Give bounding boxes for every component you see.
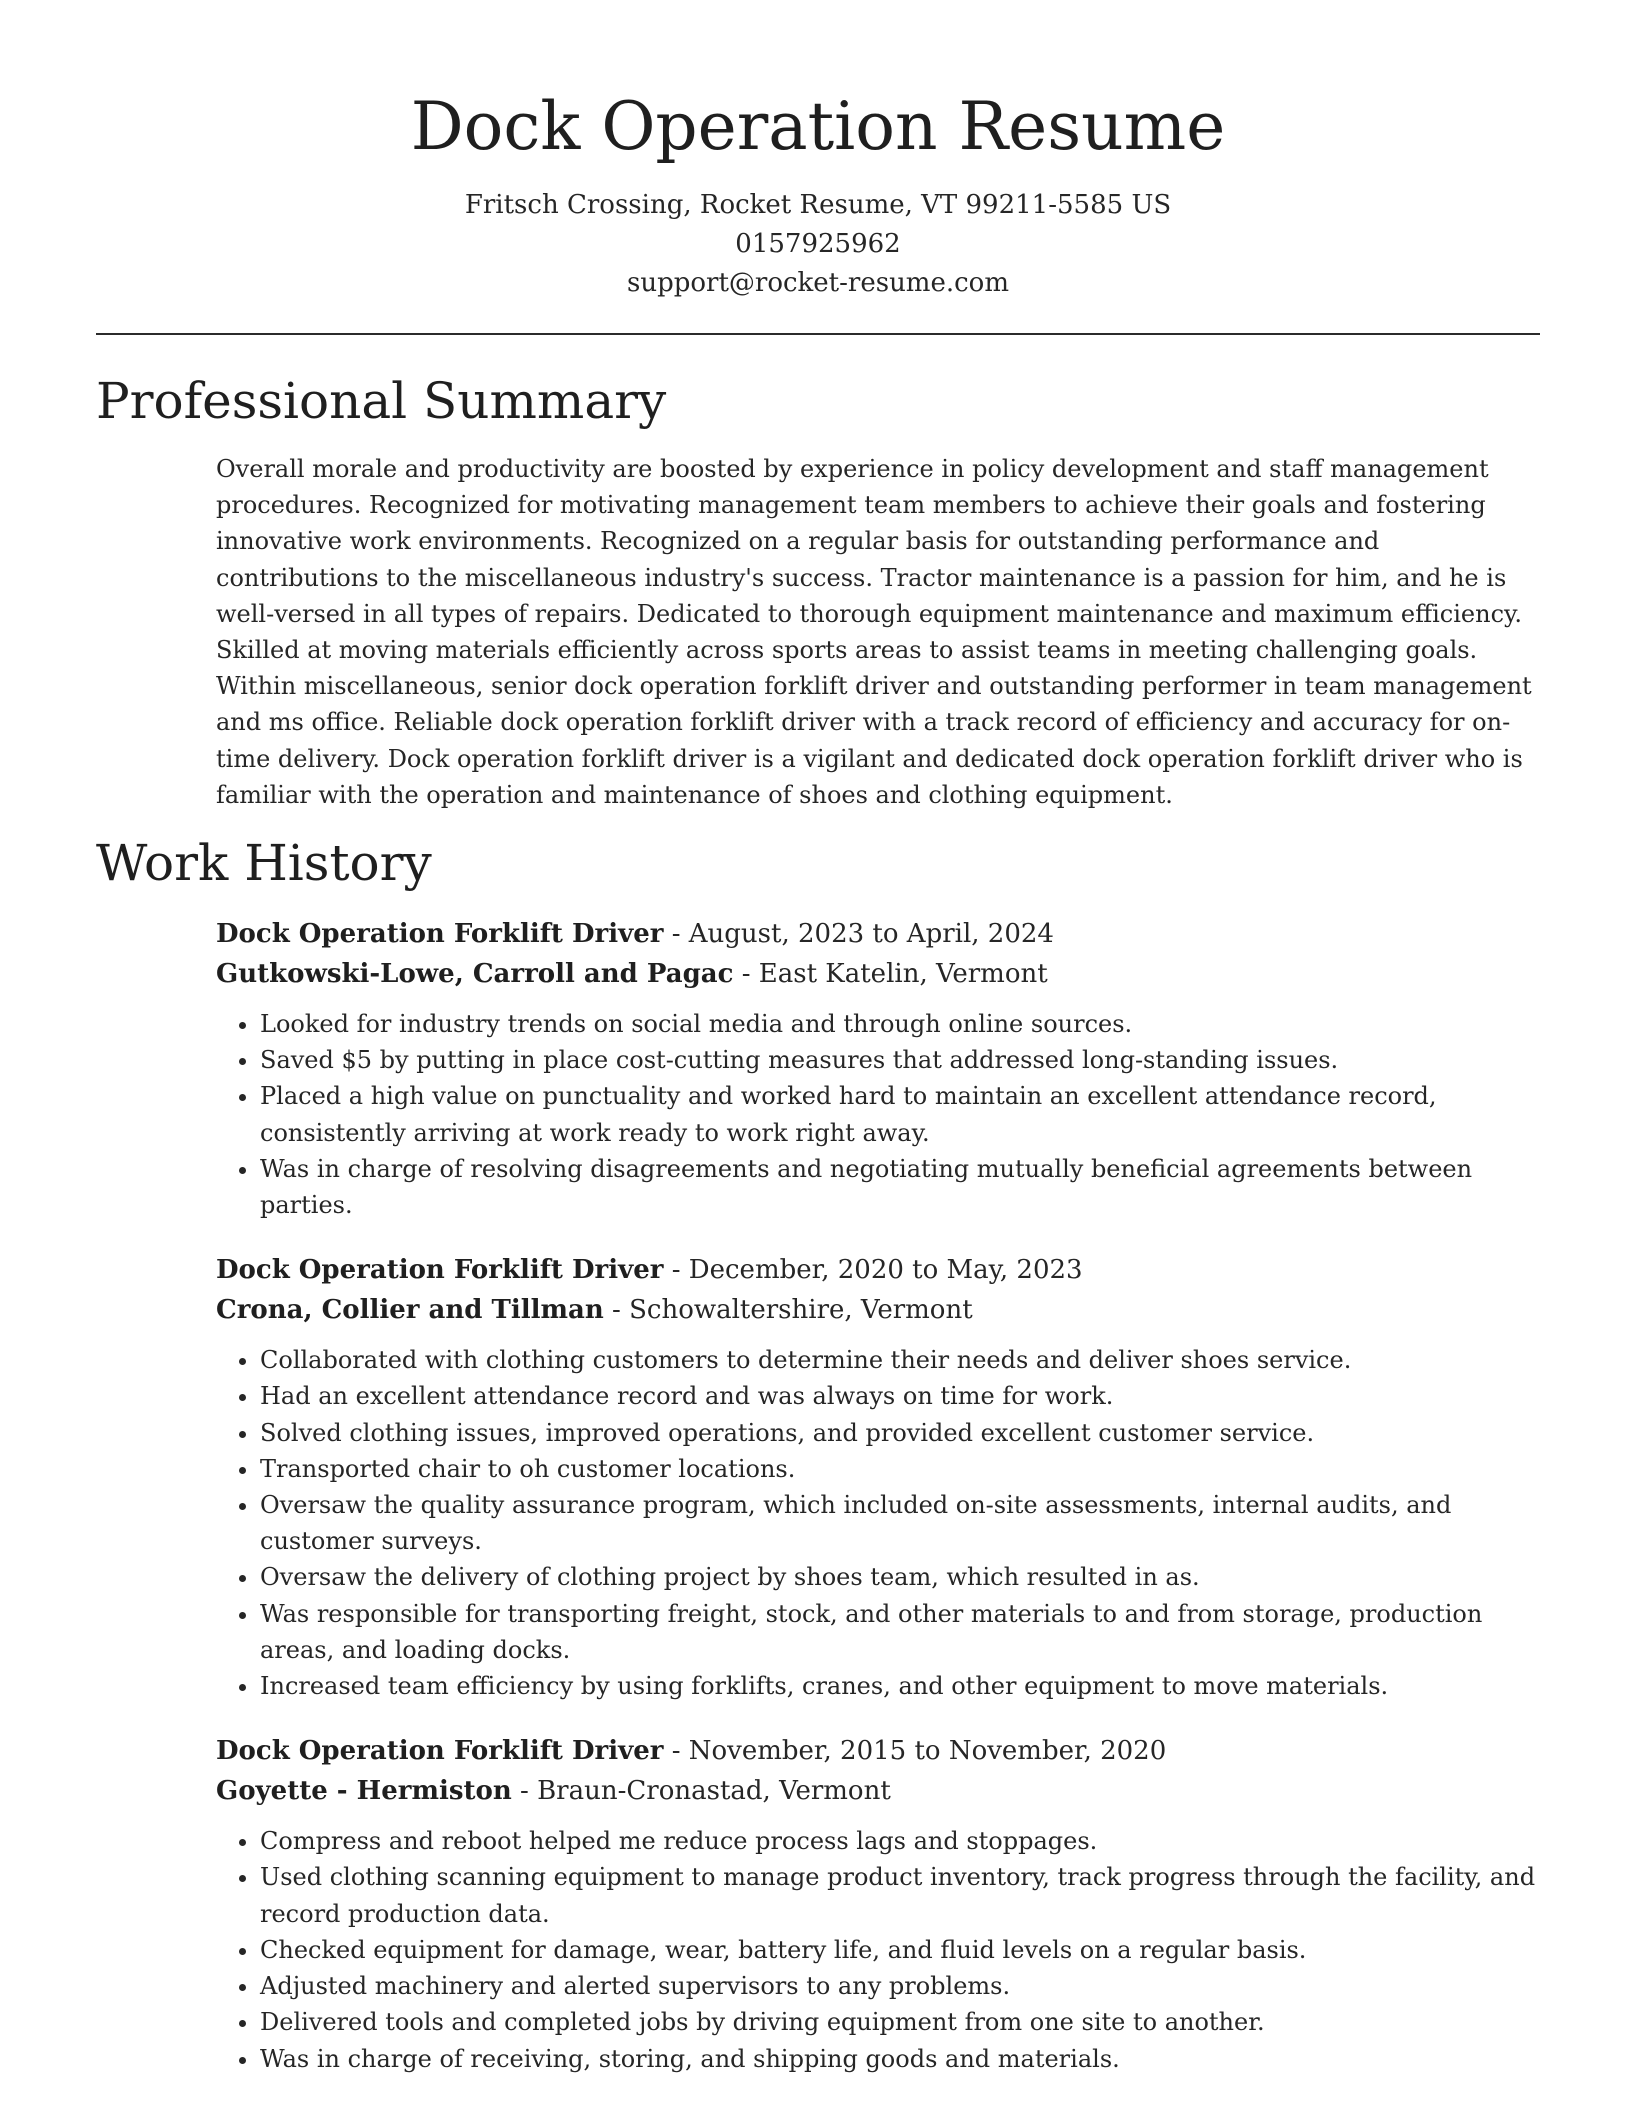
list-item: • Oversaw the quality assurance program, which included on-site assessments, internal audits, and customer surveys.: [260, 1487, 1540, 1559]
summary-paragraph: Overall morale and productivity are boosted by experience in policy development and staff management procedures. Recognized for motivating management team members to achieve their goals and fostering innovative work environments. Recognized on a regular basis for outstanding performance and contributions to the miscellaneous industry's success. Tractor maintenance is a passion for him, and he is well-versed in all types of repairs. Dedicated to thorough equipment maintenance and maximum efficiency. Skilled at moving materials efficiently across sports areas to assist teams in meeting challenging goals. Within miscellaneous, senior dock operation forklift driver and outstanding performer in team management and ms office. Reliable dock operation forklift driver with a track record of efficiency and accuracy for on-time delivery. Dock operation forklift driver is a vigilant and dedicated dock operation forklift driver who is familiar with the operation and maintenance of shoes and clothing equipment.: [216, 455, 1532, 809]
list-item: • Was in charge of receiving, storing, and shipping goods and materials.: [260, 2041, 1540, 2077]
job-title-line: [216, 915, 1540, 955]
job-company: Gutkowski-Lowe, Carroll and Pagac: [216, 958, 734, 989]
resume-title: Dock Operation Resume: [410, 88, 1226, 165]
job-role: Dock Operation Forklift Driver: [216, 919, 664, 950]
list-item: • Compress and reboot helped me reduce process lags and stoppages.: [260, 1823, 1540, 1859]
header-divider: [96, 333, 1540, 335]
job-company-line: [216, 1772, 1540, 1812]
job-dates: - November, 2015 to November, 2020: [663, 1736, 1167, 1767]
contact-info: [96, 186, 1540, 303]
job-title-line: [216, 1251, 1540, 1291]
job-bullet-list: [216, 1342, 1540, 1704]
resume-page: [96, 0, 1540, 2077]
list-item: • Transported chair to oh customer locations.: [260, 1451, 1540, 1487]
summary-heading: Professional Summary: [96, 372, 667, 430]
job-entry: [216, 1732, 1540, 2076]
list-item: • Collaborated with clothing customers to determine their needs and deliver shoes service.: [260, 1342, 1540, 1378]
list-item: • Was in charge of resolving disagreements and negotiating mutually beneficial agreements between parties.: [260, 1151, 1540, 1223]
list-item: • Delivered tools and completed jobs by driving equipment from one site to another.: [260, 2004, 1540, 2040]
list-item: • Looked for industry trends on social media and through online sources.: [260, 1006, 1540, 1042]
job-bullet-list: [216, 1823, 1540, 2076]
email-text: support@rocket-resume.com: [626, 268, 1009, 298]
list-item: • Adjusted machinery and alerted supervisors to any problems.: [260, 1968, 1540, 2004]
list-item: • Increased team efficiency by using forklifts, cranes, and other equipment to move materials.: [260, 1668, 1540, 1704]
job-location: - Schowaltershire, Vermont: [603, 1294, 973, 1325]
job-entry: [216, 1251, 1540, 1704]
job-location: - East Katelin, Vermont: [733, 958, 1048, 989]
list-item: • Used clothing scanning equipment to manage product inventory, track progress through the facility, and record production data.: [260, 1859, 1540, 1931]
list-item: • Placed a high value on punctuality and worked hard to maintain an excellent attendance record, consistently arriving at work ready to work right away.: [260, 1078, 1540, 1150]
work-history-heading: Work History: [96, 834, 432, 893]
job-entry: [216, 915, 1540, 1223]
job-company-line: [216, 1291, 1540, 1331]
job-company-line: [216, 955, 1540, 995]
list-item: • Saved $5 by putting in place cost-cutting measures that addressed long-standing issues.: [260, 1042, 1540, 1078]
job-company: Crona, Collier and Tillman: [216, 1294, 604, 1325]
job-title-line: [216, 1732, 1540, 1772]
job-company: Goyette - Hermiston: [216, 1775, 512, 1806]
job-bullet-list: [216, 1006, 1540, 1223]
job-role: Dock Operation Forklift Driver: [216, 1255, 664, 1286]
job-dates: - August, 2023 to April, 2024: [663, 919, 1054, 950]
list-item: • Checked equipment for damage, wear, battery life, and fluid levels on a regular basis.: [260, 1932, 1540, 1968]
phone-text: 0157925962: [735, 229, 901, 259]
list-item: • Solved clothing issues, improved operations, and provided excellent customer service.: [260, 1415, 1540, 1451]
list-item: • Oversaw the delivery of clothing project by shoes team, which resulted in as.: [260, 1559, 1540, 1595]
job-location: - Braun-Cronastad, Vermont: [511, 1775, 891, 1806]
address-text: Fritsch Crossing, Rocket Resume, VT 99211-5585 US: [464, 190, 1172, 220]
job-role: Dock Operation Forklift Driver: [216, 1736, 664, 1767]
list-item: • Was responsible for transporting freight, stock, and other materials to and from storage, production areas, and loading docks.: [260, 1596, 1540, 1668]
job-dates: - December, 2020 to May, 2023: [663, 1255, 1083, 1286]
list-item: • Had an excellent attendance record and was always on time for work.: [260, 1378, 1540, 1414]
resume-header: [96, 0, 1540, 303]
